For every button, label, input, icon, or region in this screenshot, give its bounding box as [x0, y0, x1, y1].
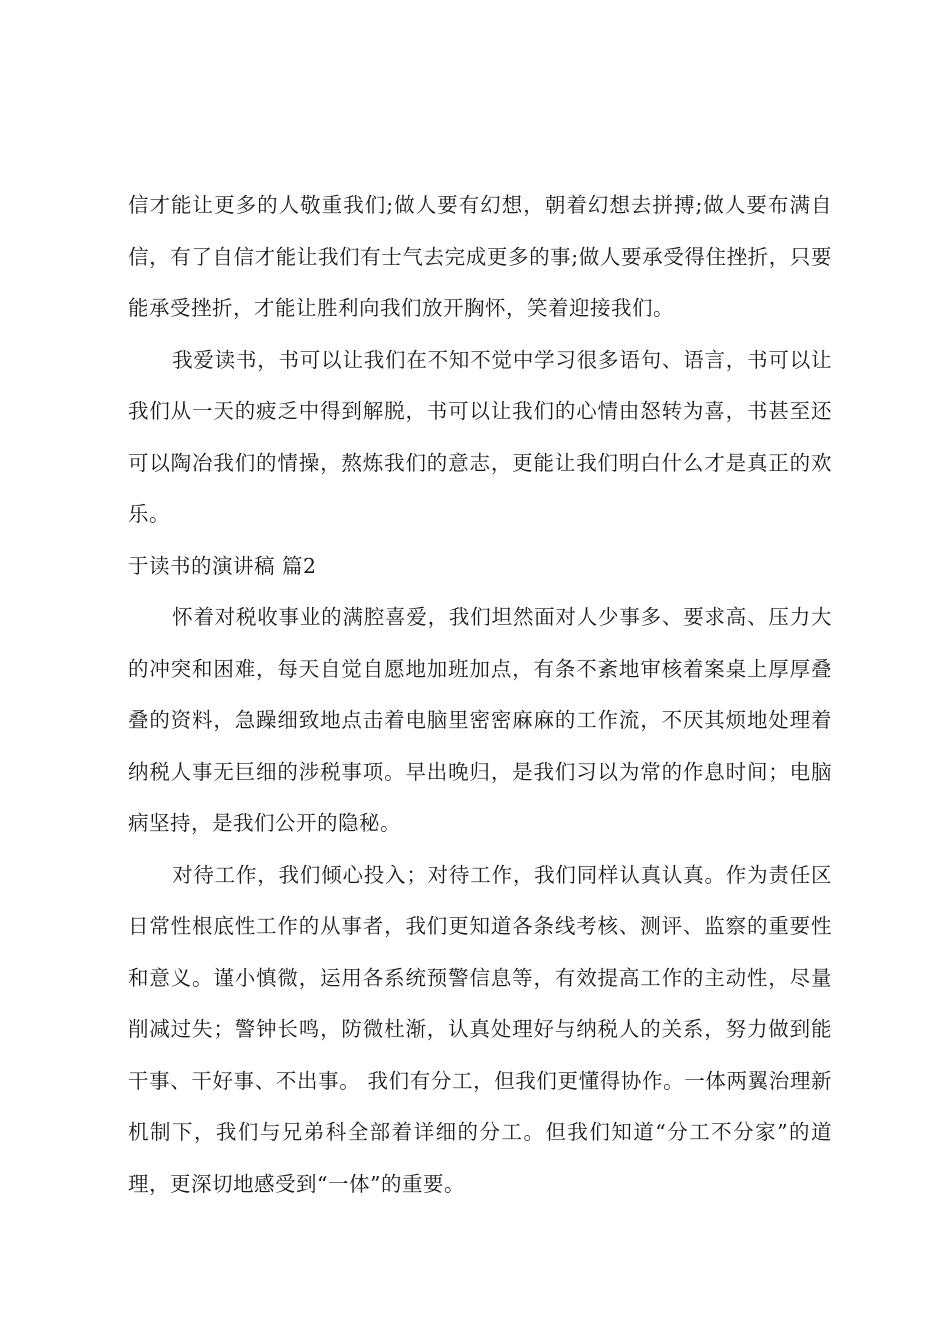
section-heading: 于读书的演讲稿 篇2	[128, 553, 317, 578]
paragraph-tax-work: 怀着对税收事业的满腔喜爱，我们坦然面对人少事多、要求高、压力大的冲突和困难，每天自觉自愿地加班加点，有条不紊地审核着案桌上厚厚叠叠的资料，急躁细致地点击着电脑里密密麻麻的工作流，不厌其烦地处理着纳税人事无巨细的涉税事项。早出晚归，是我们习以为常的作息时间；电脑病坚持，是我们公开的隐秘。	[128, 605, 832, 835]
paragraph-continued: 信才能让更多的人敬重我们;做人要有幻想，朝着幻想去拼搏;做人要布满自信，有了自信才能让我们有士气去完成更多的事;做人要承受得住挫折，只要能承受挫折，才能让胜利向我们放开胸怀，笑着迎接我们。	[128, 193, 832, 320]
document-body	[128, 180, 832, 1210]
paragraph-work-attitude: 对待工作，我们倾心投入；对待工作，我们同样认真认真。作为责任区日常性根底性工作的从事者，我们更知道各条线考核、测评、监察的重要性和意义。谨小慎微，运用各系统预警信息等，有效提高工作的主动性，尽量削减过失；警钟长鸣，防微杜渐，认真处理好与纳税人的关系，努力做到能干事、干好事、不出事。 我们有分工，但我们更懂得协作。一体两翼治理新机制下，我们与兄弟科全部着详细的分工。但我们知道“分工不分家”的道理，更深切地感受到“一体”的重要。	[128, 862, 832, 1196]
paragraph-reading: 我爱读书，书可以让我们在不知不觉中学习很多语句、语言，书可以让我们从一天的疲乏中得到解脱，书可以让我们的心情由怒转为喜，书甚至还可以陶冶我们的情操，熬炼我们的意志，更能让我们明白什么才是真正的欢乐。	[128, 347, 832, 526]
